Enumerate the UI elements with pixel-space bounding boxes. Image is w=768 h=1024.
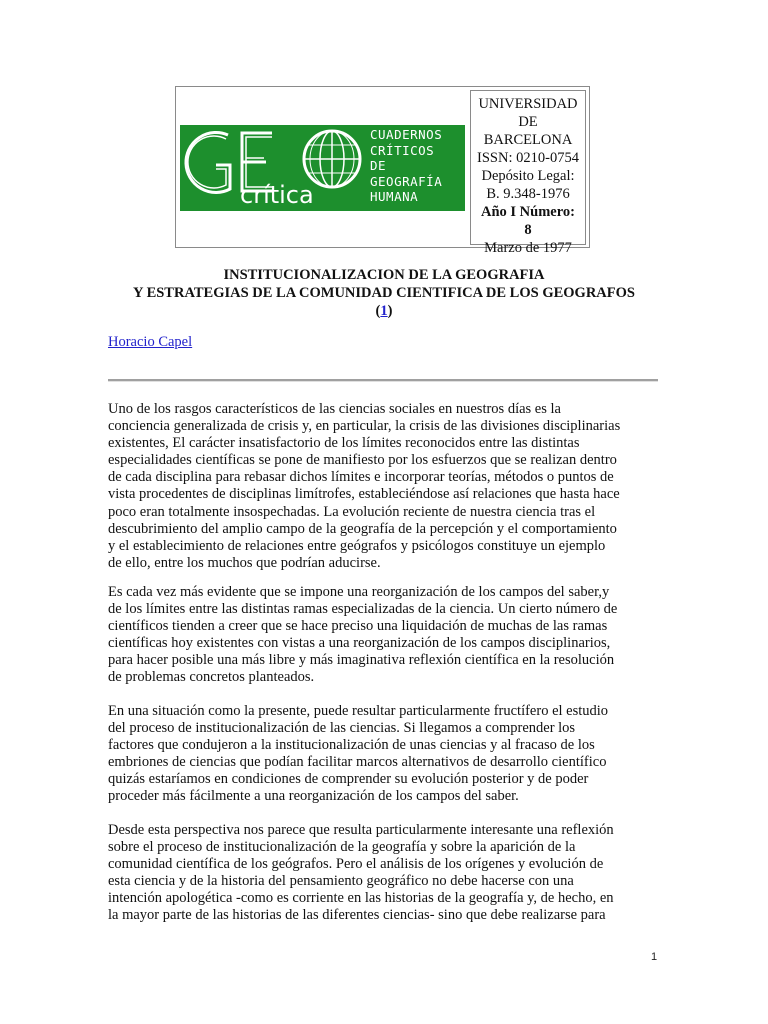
paragraph-line: de problemas concretos planteados. bbox=[108, 669, 315, 686]
paragraph-line: para hacer posible una más libre y más imaginativa reflexión científica en la resolución bbox=[108, 652, 615, 669]
paragraph-1 bbox=[108, 401, 668, 572]
footnote-open-paren: ( bbox=[375, 303, 381, 319]
paragraph-line: vista procedentes de disciplinas limítrofes, estableciéndose así relaciones que hasta hace bbox=[108, 486, 620, 503]
paragraph-line: descubrimiento del amplio campo de la geografía de la percepción y el comportamiento bbox=[108, 520, 617, 537]
paragraph-line: factores que condujeron a la institucionalización de unas ciencias y al fracaso de los bbox=[108, 737, 595, 754]
globe-icon bbox=[304, 131, 360, 187]
university-line-2: DE bbox=[518, 114, 538, 130]
logo-series-line: GEOGRAFÍA bbox=[370, 173, 443, 189]
paragraph-line: Desde esta perspectiva nos parece que resulta particularmente interesante una reflexión bbox=[108, 822, 614, 838]
deposito-label: Depósito Legal: bbox=[481, 168, 575, 184]
title-line-2: Y ESTRATEGIAS DE LA COMUNIDAD CIENTIFICA DE LOS GEOGRAFOS bbox=[133, 285, 635, 301]
paragraph-line: sobre el proceso de institucionalización de la geografía y sobre la aparición de la bbox=[108, 839, 576, 856]
geocritica-logo bbox=[180, 125, 465, 211]
paragraph-line: científicas hoy existentes con vistas a una reorganización de los campos disciplinarios, bbox=[108, 635, 611, 652]
paragraph-line: especialidades científicas se pone de manifiesto por los esfuerzos que se realizan dentro bbox=[108, 452, 617, 469]
logo-series-line: CUADERNOS bbox=[370, 127, 443, 142]
paragraph-line: comunidad científica de los geógrafos. Pero el análisis de los orígenes y evolución de bbox=[108, 856, 604, 873]
paragraph-line: la mayor parte de las historias de las diferentes ciencias- sino que debe realizarse para bbox=[108, 907, 606, 924]
article-title bbox=[100, 266, 668, 320]
footnote-reference bbox=[100, 302, 668, 320]
logo-series-line: DE bbox=[370, 158, 387, 173]
paragraph-line: Es cada vez más evidente que se impone una reorganización de los campos del saber,y bbox=[108, 584, 610, 600]
horizontal-divider bbox=[108, 379, 658, 382]
paragraph-line: poco eran totalmente insospechadas. La evolución reciente de nuestra ciencia tras el bbox=[108, 503, 596, 520]
paragraph-line: de los límites entre las distintas ramas especializadas de la ciencia. Un cierto número de bbox=[108, 601, 618, 618]
paragraph-line: Uno de los rasgos característicos de las ciencias sociales en nuestros días es la bbox=[108, 401, 561, 417]
paragraph-3 bbox=[108, 703, 668, 806]
logo-series-name bbox=[370, 127, 442, 205]
title-line-1: INSTITUCIONALIZACION DE LA GEOGRAFIA bbox=[223, 267, 545, 283]
issue-number: 8 bbox=[524, 222, 532, 238]
paragraph-line: y el establecimiento de relaciones entre geógrafos y psicólogos constituye un ejemplo bbox=[108, 537, 606, 554]
paragraph-4 bbox=[108, 822, 668, 925]
logo-wordmark-critica: crítica bbox=[240, 181, 314, 209]
paragraph-line: existentes, El carácter insatisfactorio de los límites reconocidos entre las distintas bbox=[108, 435, 580, 452]
paragraph-line: científicos tienden a creer que se hace preciso una liquidación de muchas de las ramas bbox=[108, 618, 608, 635]
paragraph-line: de ello, entre los muchos que podrían aducirse. bbox=[108, 554, 381, 571]
footnote-link[interactable]: 1 bbox=[380, 303, 388, 319]
page-number: 1 bbox=[651, 951, 658, 963]
masthead bbox=[175, 86, 590, 256]
publication-info bbox=[470, 90, 586, 256]
paragraph-line: conciencia generalizada de crisis y, en particular, la crisis de las divisiones disciplinarias bbox=[108, 418, 621, 435]
deposito-value: B. 9.348-1976 bbox=[486, 186, 570, 202]
paragraph-line: intención apologética -como es corriente en las historias de la geografía y, de hecho, en bbox=[108, 890, 614, 907]
paragraph-line: de cada disciplina para rebasar dichos límites e incorporar teorías, métodos o puntos de bbox=[108, 469, 614, 486]
university-line-1: UNIVERSIDAD bbox=[478, 96, 578, 112]
year-number: Año I Número: bbox=[481, 204, 575, 220]
author-link[interactable]: Horacio Capel bbox=[108, 334, 193, 350]
paragraph-line: En una situación como la presente, puede resultar particularmente fructífero el estudio bbox=[108, 703, 609, 719]
paragraph-2 bbox=[108, 584, 668, 687]
logo-series-line: HUMANA bbox=[370, 189, 419, 204]
paragraph-line: embriones de ciencias que podían facilitar marcos alternativos de desarrollo científico bbox=[108, 754, 607, 771]
university-line-3: BARCELONA bbox=[483, 132, 573, 148]
paragraph-line: esta ciencia y de la historia del pensamiento geográfico no debe hacerse con una bbox=[108, 873, 574, 890]
logo-series-line: CRÍTICOS bbox=[370, 142, 435, 158]
footnote-close-paren: ) bbox=[387, 303, 393, 319]
paragraph-line: proceder más fácilmente a una reorganización de los campos del saber. bbox=[108, 788, 519, 805]
issn: ISSN: 0210-0754 bbox=[477, 150, 579, 166]
paragraph-line: quizás estaríamos en condiciones de comprender su evolución posterior y de poder bbox=[108, 771, 589, 788]
paragraph-line: del proceso de institucionalización de las ciencias. Si llegamos a comprender los bbox=[108, 720, 576, 737]
issue-date: Marzo de 1977 bbox=[484, 240, 572, 256]
